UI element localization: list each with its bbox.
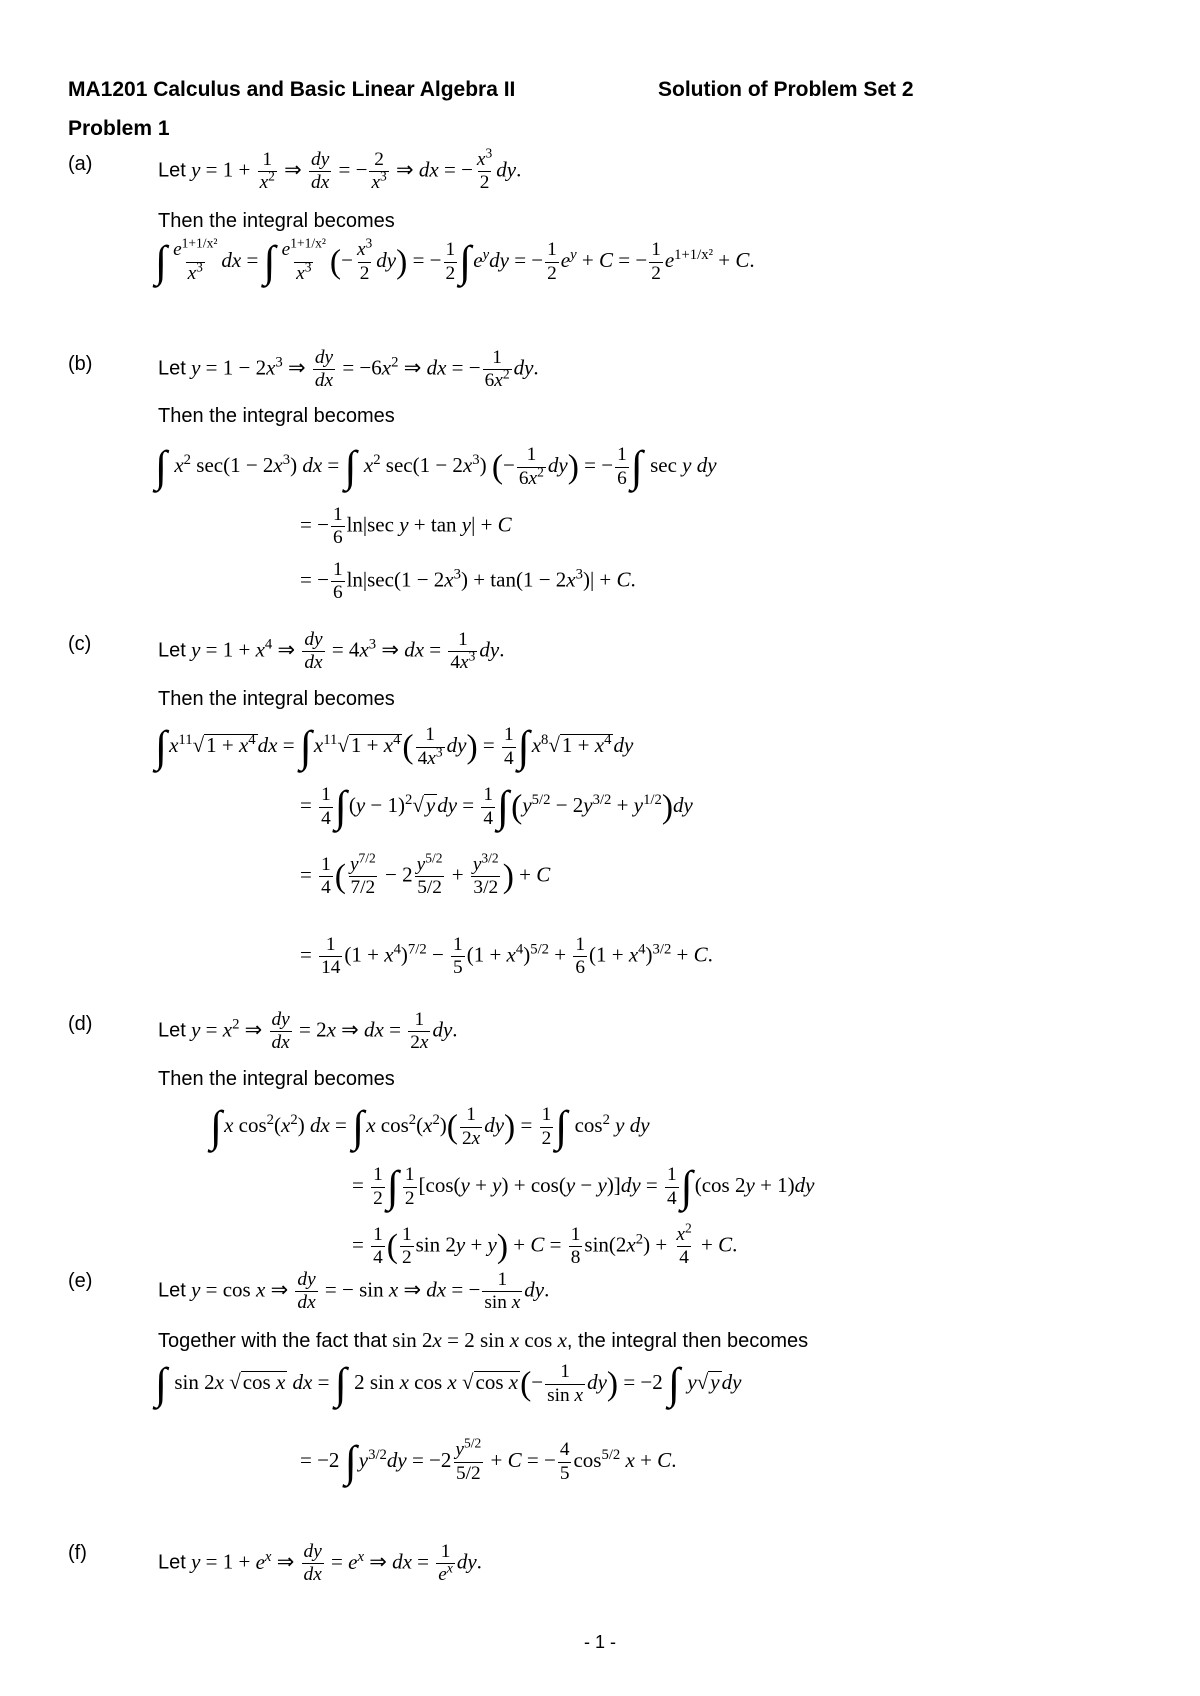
part-e-integral: ∫ sin 2x √cos x dx = ∫ 2 sin x cos x √cos x(− $\frac{1}{\text{sin x}}$ dy) = −2 ∫ y√ydy (155, 1359, 742, 1408)
document-title: Solution of Problem Set 2 (658, 78, 914, 101)
part-b-then: Then the integral becomes (158, 405, 395, 427)
page-number: - 1 - (583, 1632, 616, 1652)
part-a-label: (a) (68, 153, 93, 175)
part-c-label: (c) (68, 633, 92, 655)
part-b-step2: = − $\frac{1}{6}$ ln|sec y + tan y| + C (300, 504, 512, 549)
part-c-step3: = $\frac{1}{4}$ ( $\frac{y^{7/2}}{7/2}$ − 2 $\frac{y^{5/2}}{5/2}$ + $\frac{y^{3/2}}{3/2}$ ) + C (300, 850, 551, 899)
part-d-step2: = $\frac{1}{2}$ ∫ $\frac{1}{2}$ [cos(y + y) + cos(y − y)]dy = $\frac{1}{4}$ ∫(cos 2y + 1)dy (352, 1162, 815, 1211)
part-c-then: Then the integral becomes (158, 688, 395, 710)
part-c-substitution: Let $y = 1 + x^4$ ⇒ $\frac{dy}{dx}$ = $4x^3$ ⇒ dx = $\frac{1}{4x^3}$ dy. (158, 629, 505, 674)
part-e-result: = −2 $\int y^{3/2}dy = -2$ $\frac{y^{5/2}}{5/2}$ + C = − $\frac{4}{5}$ $\cos^{5/2} x + C$. (300, 1435, 677, 1486)
part-f-substitution: Let $y = 1 + e^x$ ⇒ $\frac{dy}{dx}$ = $e^x$ ⇒ dx = $\frac{1}{e^x}$ dy. (158, 1541, 482, 1586)
part-b-integral: ∫ $x^2$ $\sec(1 - 2x^3)$ dx = ∫ $x^2$ $\sec(1 - 2x^3)$ (− $\frac{1}{6x^2}$ dy) = − $\frac{1}{6}$ ∫ sec y dy (155, 442, 717, 491)
part-e-substitution: Let y = cos x ⇒ $\frac{dy}{dx}$ = − sin x ⇒ dx = − $\frac{1}{\text{sin x}}$ dy. (158, 1269, 550, 1314)
part-e-then: Together with the fact that sin 2x = 2 sin x cos x, the integral then becomes (158, 1328, 809, 1352)
problem-heading: Problem 1 (68, 117, 170, 140)
part-b-label: (b) (68, 353, 93, 375)
part-d-substitution: Let $y = x^2$ ⇒ $\frac{dy}{dx}$ = 2x ⇒ dx = $\frac{1}{2x}$ dy. (158, 1009, 458, 1054)
part-c-integral: $\int x^{11}√1 + x^4dx = \int x^{11}√1 + x^4$( $\frac{1}{4x^3}$ dy) = $\frac{1}{4}$ $\int x^8√1 + x^4dy$ (155, 722, 634, 771)
part-b-substitution: Let $y = 1 - 2x^3$ ⇒ $\frac{dy}{dx}$ = $-6x^2$ ⇒ dx = − $\frac{1}{6x^2}$ dy. (158, 347, 539, 392)
part-d-integral: ∫x $\cos^2(x^2)$ dx = ∫x $\cos^2(x^2)$( $\frac{1}{2x}$ dy) = $\frac{1}{2}$ ∫ $\cos^2 y$ dy (210, 1102, 650, 1151)
part-c-step2: = $\frac{1}{4}$ $\int(y - 1)^2√ydy$ = $\frac{1}{4}$ $\int(y^{5/2} - 2y^{3/2} + y^{1/2})dy$ (300, 782, 693, 831)
part-e-label: (e) (68, 1270, 93, 1292)
part-f-label: (f) (68, 1542, 87, 1564)
part-c-result: = $\frac{1}{14}$ $(1 + x^4)^{7/2}$ − $\frac{1}{5}$ $(1 + x^4)^{5/2}$ + $\frac{1}{6}$ $(1 + x^4)^{3/2} + C$. (300, 934, 713, 979)
part-b-result: = − $\frac{1}{6}$ $\ln|\sec(1 - 2x^3) + \tan(1 - 2x^3)| + C$. (300, 559, 636, 604)
part-a-then: Then the integral becomes (158, 210, 395, 232)
part-a-substitution: Let y = 1 + $\frac{1}{x^2}$ ⇒ $\frac{dy}{dx}$ = − $\frac{2}{x^3}$ ⇒ dx = − $\frac{x^3}{2}$ dy. (158, 145, 522, 194)
part-d-then: Then the integral becomes (158, 1068, 395, 1090)
course-title: MA1201 Calculus and Basic Linear Algebra II (68, 78, 516, 101)
part-d-result: = $\frac{1}{4}$ ( $\frac{1}{2}$ sin 2y + y) + C = $\frac{1}{8}$ $\sin(2x^2)$ + $\frac{x^2}{4}$ + C. (352, 1220, 738, 1269)
part-d-label: (d) (68, 1013, 93, 1035)
part-a-integral: ∫ $\frac{e^{1+1/x^2}}{x^3}$ dx = ∫ $\frac{e^{1+1/x^2}}{x^3}$ (− $\frac{x^3}{2}$ dy) = − $\frac{1}{2}$ $\int e^ydy$ = − $\frac{1}{2}$ $e^y + C$ = − $\frac{1}{2}$ $e^{1+1/x^2} + C$. (155, 235, 755, 286)
